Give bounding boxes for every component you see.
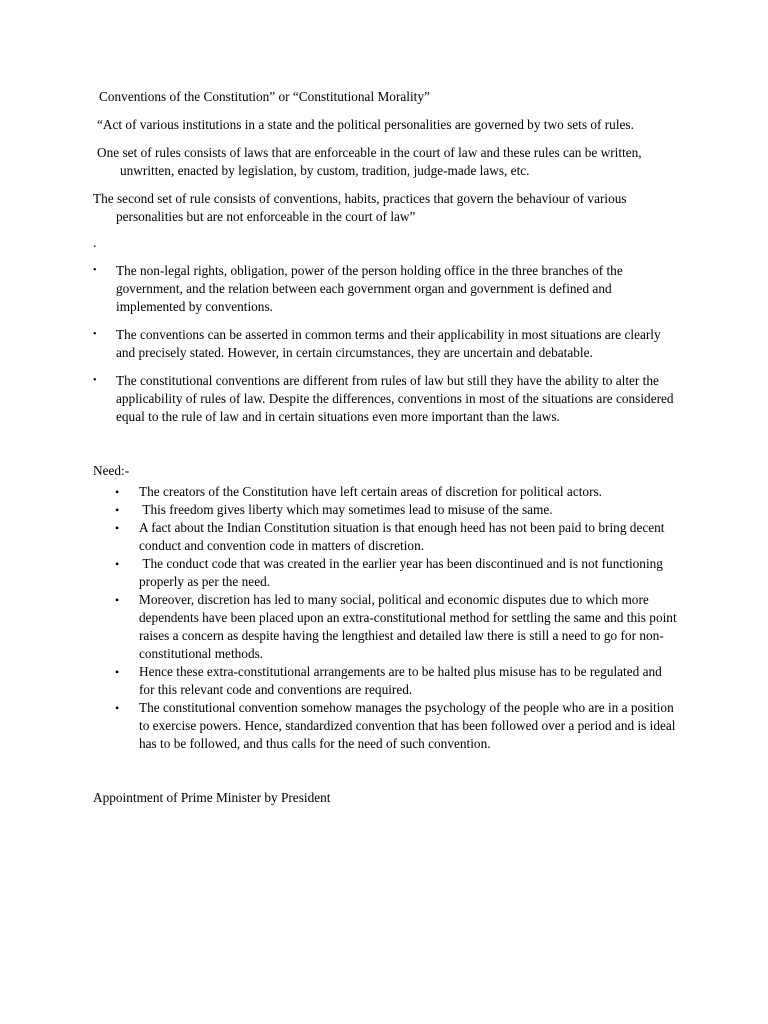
list-item xyxy=(115,483,678,501)
list-item xyxy=(93,372,678,426)
list-item-text: A fact about the Indian Constitution situation is that enough heed has not been paid to bring decent conduct and convention code in matters of discretion. xyxy=(139,520,665,553)
document-page xyxy=(93,88,678,807)
list-item-text: The constitutional convention somehow manages the psychology of the people who are in a position to exercise powers. Hence, standardized convention that has been followed over a period and is ideal has to be followed, and thus calls for the need of such convention. xyxy=(139,700,676,751)
list-item-text: This freedom gives liberty which may sometimes lead to misuse of the same. xyxy=(139,502,553,517)
list-item-text: The conventions can be asserted in common terms and their applicability in most situations are clearly and precisely stated. However, in certain circumstances, they are uncertain and debatable. xyxy=(116,327,661,360)
list-item-text: The creators of the Constitution have left certain areas of discretion for political actors. xyxy=(139,484,603,499)
list-item-text: Hence these extra-constitutional arrangements are to be halted plus misuse has to be regulated and for this relevant code and conventions are required. xyxy=(139,664,662,697)
bullet-icon: • xyxy=(93,375,97,386)
intro-paragraph-3: The second set of rule consists of conventions, habits, practices that govern the behaviour of various personalities but are not enforceable in the court of law” xyxy=(93,191,627,224)
bullet-icon: • xyxy=(115,557,120,571)
document-title: Conventions of the Constitution” or “Constitutional Morality” xyxy=(99,89,430,104)
bullet-icon: • xyxy=(93,265,97,276)
points-list xyxy=(93,262,678,426)
list-item xyxy=(93,326,678,362)
list-item xyxy=(115,663,678,699)
list-item xyxy=(93,262,678,316)
bullet-icon: • xyxy=(115,485,120,499)
need-list xyxy=(93,483,678,753)
stray-mark: . xyxy=(93,235,97,250)
list-item xyxy=(115,699,678,753)
intro-paragraph-2: One set of rules consists of laws that are enforceable in the court of law and these rules can be written, unwritten, enacted by legislation, by custom, tradition, judge-made laws, etc. xyxy=(97,145,642,178)
bullet-icon: • xyxy=(115,521,120,535)
bullet-icon: • xyxy=(115,701,120,715)
list-item-text: Moreover, discretion has led to many social, political and economic disputes due to which more dependents have been placed upon an extra-constitutional method for settling the same and this point raises a concern as despite having the lengthiest and detailed law there is still a need to go for non-constitutional methods. xyxy=(139,592,677,661)
list-item xyxy=(115,519,678,555)
next-section-heading: Appointment of Prime Minister by President xyxy=(93,790,331,805)
need-heading: Need:- xyxy=(93,463,130,478)
list-item-text: The non-legal rights, obligation, power of the person holding office in the three branches of the government, and the relation between each government organ and government is defined and implemented by conventions. xyxy=(116,263,623,314)
bullet-icon: • xyxy=(115,665,120,679)
bullet-icon: • xyxy=(115,593,120,607)
list-item xyxy=(115,591,678,663)
bullet-icon: • xyxy=(115,503,120,517)
list-item-text: The constitutional conventions are different from rules of law but still they have the ability to alter the applicability of rules of law. Despite the differences, conventions in most of the situations are considered equal to the rule of law and in certain situations even more important than the laws. xyxy=(116,373,674,424)
list-item-text: The conduct code that was created in the earlier year has been discontinued and is not functioning properly as per the need. xyxy=(139,556,667,589)
bullet-icon: • xyxy=(93,329,97,340)
list-item xyxy=(115,555,678,591)
intro-paragraph-1: “Act of various institutions in a state and the political personalities are governed by two sets of rules. xyxy=(97,117,634,132)
list-item xyxy=(115,501,678,519)
